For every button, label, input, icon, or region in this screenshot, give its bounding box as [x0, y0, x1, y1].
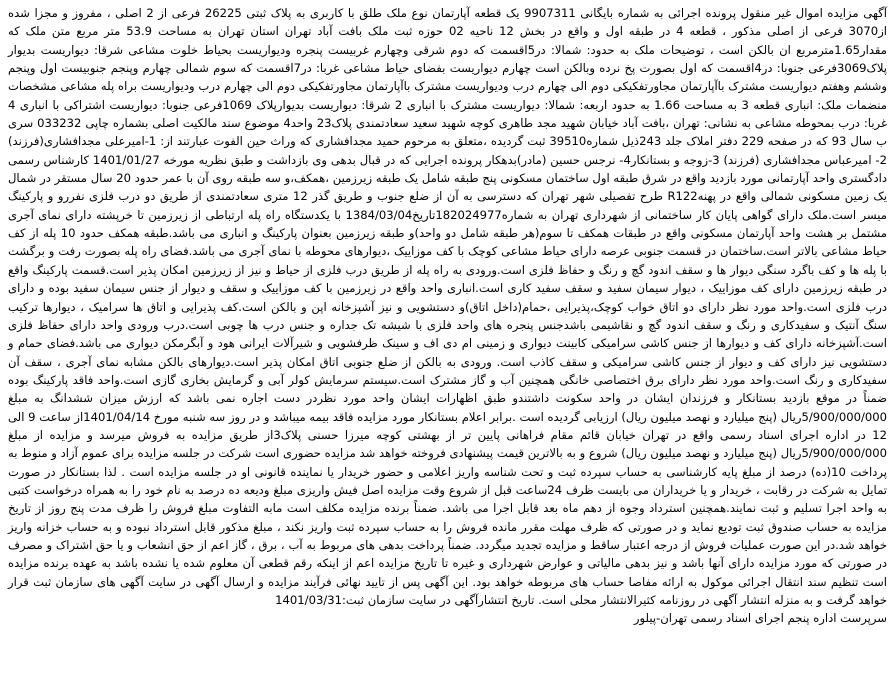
notice-signature: سرپرست اداره پنجم اجرای اسناد رسمی تهران-پیلور: [633, 611, 887, 626]
notice-body-text: آگهی مزایده اموال غیر منقول پرونده اجرائی به شماره بایگانی 9907311 یک قطعه آپارتمان نوع ملک طلق با کاربری به پلاک ثبتی 26225 فرعی از 2 اصلی ، مفروز و مجزا شده از3070 فرعی از اصلی مذکور ، قطعه 4 در طبقه اول و واقع در بخش 12 ناحیه 02 حوزه ثبت ملک بافت آباد تهران استان تهران به مساحت 53.9 متر مربع متن ملک که مقدار1.65مترمربع ان بالکن است ، توضیحات ملک به حدود: شمالا: درl5قسمت که دوم شرقی وچهارم غربیست پنجره ودیواریست بحیاط خلوت مشاعی شرقا: دیواریست بدیوار پلاک3069فرعی جنوبا: درl4قسمت که اول بصورت پخ نرده وبالکن است چهارم دیواریست بفضای حیاط مشاعی غربا: درl7قسمت که سوم شمالی چهارم وپنجم جنوبیست اول وپنجم وششم وهفتم دیواریست مشترک باآپارتمان مجاورتفکیکی دوم الی چهارم درب ودیواریست مشترک باآپارتمان مجاورتفکیکی دوم الی چهارم درب ودیواریست براه پله مشاعی مشخصات منضمات ملک: انباری قطعه 3 به مساحت 1.66 به حدود اربعه: شمالا: دیواریست مشترک با انباری 2 شرقا: دیواریست بدیوارپلاک 1069فرعی جنوبا: دیواریست اشتراکی با انباری 4 غربا: درب بمحوطه مشاعی به نشانی: تهران ،بافت آباد خیابان شهید مجد طاهری کوچه شهید سعید سعادتمندی پلاک23 واحد4 موضوع سند مالکیت اصلی بشماره چاپی 033232 سری ب سال 93 که در صفحه 229 دفتر املاک جلد 243ذیل شماره39510 ثبت گردیده ،متعلق به مرحوم حمید مجدافشاری که وراث حین الفوت عبارتند از: 1-امیرعلی مجدافشاری(فرزند) 2- امیرعباس مجدافشاری (فرزند) 3-زوجه و بستانکار4- نرجس حسین (مادر)بدهکار پرونده اجرایی که در قبال بدهی وی بازداشت و طبق نظریه مورخه 1401/01/27 کارشناس رسمی دادگستری واحد آپارتمانی مورد بازدید واقع در شرق طبقه اول ساختمان مسکونی پنج طبقه شامل یک طبقه زیرزمین ،همکف،و سه طبقه روی آن با عمر حدود 20 سال مستقر در شمال یک زمین مسکونی شمالی واقع در پهنهR122 طرح تفصیلی شهر تهران که دسترسی به آن از ضلع جنوب و طریق گذر 12 متری سعادتمندی از طریق دو درب فلزی نفررو و پارکینگ میسر است.ملک دارای گواهی پایان کار ساختمانی از شهرداری تهران به شماره182024977تاریخ1384/03/04 با یکدستگاه راه پله ارتباطی از زیرزمین تا خرپشته دارای نمای آجری مشتمل بر هشت واحد آپارتمان مسکونی واقع در طبقات همکف تا سوم(هر طبقه شامل دو واحد)و طبقه زیرزمین بعنوان پارکینگ و انباری می باشد.طبقه همکف حدود 10 پله از کف حیاط مشاعی بالاتر است.ساختمان در قسمت جنوبی عرصه دارای حیاط مشاعی کوچک با کف موزاییک ،دیوارهای محوطه با نمای آجری می باشد.فضای راه پله بصورت رفت و برگشت با پله ها و کف باگرد سنگی دیوار ها و سقف اندود گچ و رنگ و حفاظ فلزی است.ورودی به راه پله از طریق درب فلزی از حیاط و نیز از زیرزمین امکان پذیر است.قسمت پارکینگ واقع در طبقه زیرزمین دارای کف موزاییک ، دیوار سیمان سفید و سقف سفید کاری است.انباری واحد واقع در زیرزمین با کف موزاییک و سقف و دیوار از جنس سیمان سفید بوده و دارای درب فلزی است.واحد مورد نظر دارای دو اتاق خواب کوچک،پذیرایی ،حمام(داخل اتاق)و دستشویی و نیز آشپزخانه اپن و بالکن است.کف پذیرایی و اتاق ها سرامیک ، دیوارها ترکیب سنگ آنتیک و سفیدکاری و رنگ و سقف اندود گچ و نقاشیمی باشدجنس پنجره های واحد فلزی با شیشه تک جداره و جنس درب ها چوبی است.درب ورودی واحد دارای حفاظ فلزی است.آشپزخانه دارای کف و دیوارها از جنس کاشی سرامیکی کابینت دیواری و زمینی ام دی اف و سینک ظرفشویی و شیرآلات ایرانی هود و آبگرمکن دیواری می باشد.فضای حمام و دستشویی نیز دارای کف و دیوار از جنس کاشی سرامیکی و سقف کاذب است. ورودی به بالکن از ضلع جنوبی اتاق امکان پذیر است.دیوارهای بالکن مشابه نمای آجری ، سقف آن سفیدکاری و رنگ است.واحد مورد نظر دارای برق اختصاصی خانگی همچنین آب و گاز مشترک است.سیستم سرمایش کولر آبی و گرمایش بخاری گازی است.واحد فاقد پارکینگ بوده ضمناً در موقع بازدید بستانکار و فرزندان ایشان در واحد سکونت داشتندو طبق اظهارات ایشان واحد مورد نظردر دست اجاره نمی باشد که ارزش میزان ششدانگ به مبلغ 5/900/000/000ریال (پنج میلیارد و نهصد میلیون ریال) ارزیابی گردیده است .برابر اعلام بستانکار مورد مزایده فاقد بیمه میباشد و در روز سه شنبه مورخ 1401/04/14از ساعت 9 الی 12 در اداره اجرای اسناد رسمی واقع در تهران خیابان قائم مقام فراهانی پایین تر از بهشتی کوچه میرزا حسنی پلاک3از طریق مزایده به فروش میرسد و مزایده از مبلغ 5/900/000/000ریال (پنج میلیارد و نهصد میلیون ریال) شروع و به بالاترین قیمت پیشنهادی فروخته خواهد شد مزایده حضوری است شرکت در جلسه مزایده برای عموم آزاد و منوط به پرداخت 10(ده) درصد از مبلغ پایه کارشناسی به حساب سپرده ثبت و تحت شناسه واریز اعلامی و حضور خریدار یا نماینده قانونی او در جلسه مزایده است . لذا بستانکار در صورت تمایل به شرکت در رقابت ، خریدار و یا خریداران می بایست ظرف 24ساعت قبل از شروع وقت مزایده اصل فیش واریزی مبلغ ودیعه ده درصد به نام خود را به همراه درخواست کتبی به واحد اجرا تسلیم و ثبت نمایند.همچنین استرداد وجوه از دهم ماه بعد قابل اجرا می باشد. ضمناً برنده مزایده مکلف است مابه التفاوت مبلغ فروش را ظرف مدت پنج روز از تاریخ مزایده به حساب صندوق ثبت تودیع نماید و در صورتی که ظرف مهلت مقرر مانده فروش را به حساب سپرده ثبت واریز نکند ، مبلغ مذکور قابل استرداد نبوده و به حساب خزانه واریز خواهد شد.در این صورت عملیات فروش از درجه اعتبار ساقط و مزایده تجدید میگردد. ضمناً پرداخت بدهی های مربوط به آب ، برق ، گاز اعم از حق انشعاب و یا حق اشتراک و مصرف در صورتی که مورد مزایده دارای آنها باشد و نیز بدهی مالیاتی و عوارض شهرداری و غیره تا تاریخ مزایده اعم از اینکه رقم قطعی آن معلوم شده یا نشده باشد به عهده برنده مزایده است تنظیم سند انتقال اجرائی موکول به ارائه مفاصا حساب های مربوطه خواهد بود. این آگهی پس از تایید نهائی فرآیند مزایده و ارسال آگهی در سایت آگهی های سازمان ثبت قرار خواهد گرفت و به منزله انتشار آگهی در روزنامه کثیرالانتشار محلی است. تاریخ انتشارآگهی در سایت سازمان ثبت:1401/03/31: [8, 6, 888, 607]
